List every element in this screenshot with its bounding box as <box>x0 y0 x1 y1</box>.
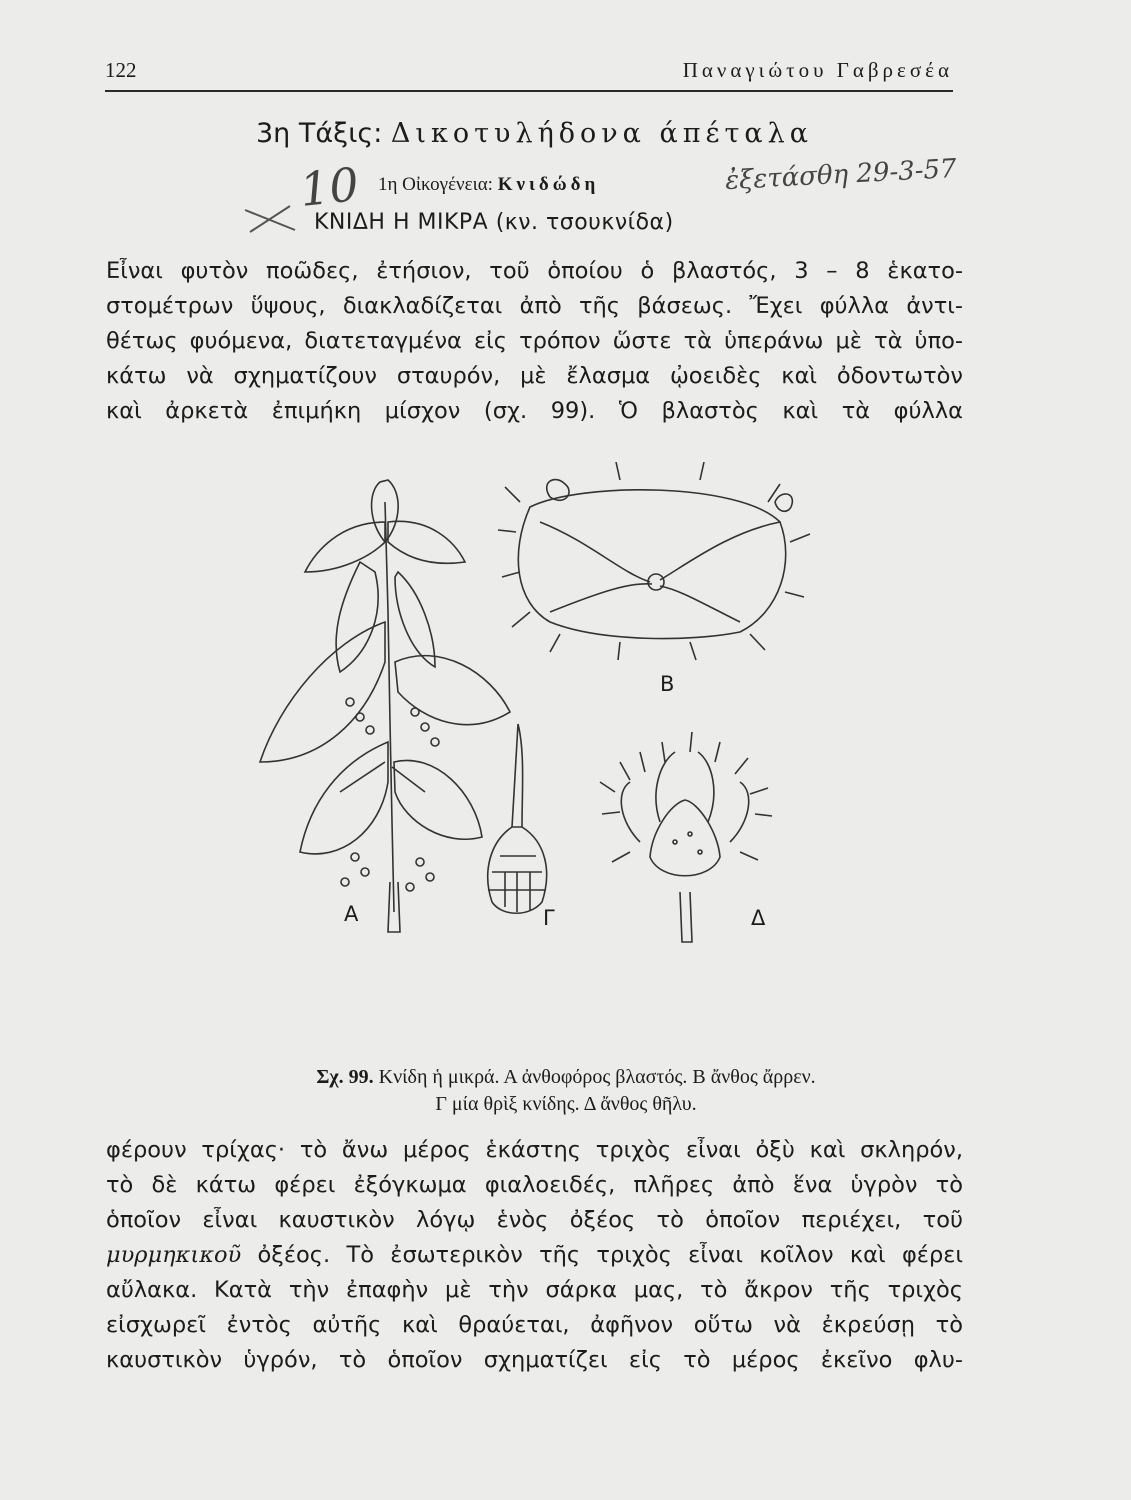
nettle-illustration <box>220 462 980 1062</box>
handwritten-date: ἐξετάσθη 29-3-57 <box>724 153 958 197</box>
caption-line-1 <box>236 1064 896 1091</box>
text-line: θέτως φυόμενα, διατεταγμένα εἰς τρόπον ὥστε τὰ ὑπεράνω μὲ τὰ ὑπο- <box>106 328 963 354</box>
male-flower-drawing <box>498 462 810 660</box>
stinging-hair-drawing <box>488 724 547 913</box>
paragraph-1 <box>106 258 963 433</box>
species-title: ΚΝΙΔΗ Η ΜΙΚΡΑ (κν. τσουκνίδα) <box>314 210 674 235</box>
family-heading <box>378 174 599 196</box>
page-header <box>105 58 953 92</box>
text-line: στομέτρων ὕψους, διακλαδίζεται ἀπὸ τῆς βάσεως. Ἔχει φύλλα ἀντι- <box>106 293 963 319</box>
text-line: φέρουν τρίχας· τὸ ἄνω μέρος ἑκάστης τριχὸς εἶναι ὀξὺ καὶ σκληρόν, <box>106 1137 963 1163</box>
family-prefix: 1η Οἰκογένεια: <box>378 174 493 195</box>
flowering-stem-drawing <box>260 480 510 932</box>
figure-caption <box>236 1064 896 1118</box>
paragraph-2 <box>106 1137 963 1382</box>
header-rule <box>105 90 953 92</box>
order-prefix: 3η Τάξις: <box>256 118 383 149</box>
female-flower-drawing <box>600 732 772 942</box>
family-name: Κνιδώδη <box>497 174 600 195</box>
italic-term: μυρμηκικοῦ <box>106 1242 242 1268</box>
text-line: εἰσχωρεῖ ἐντὸς αὐτῆς καὶ θραύεται, ἀφῆνον οὕτω νὰ ἐκρεύσῃ τὸ <box>106 1312 963 1338</box>
handwritten-cross-mark <box>240 200 320 240</box>
order-name: Δικοτυλήδονα άπέταλα <box>390 118 813 149</box>
text-line: αὔλακα. Κατὰ τὴν ἐπαφὴν μὲ τὴν σάρκα μας, τὸ ἄκρον τῆς τριχὸς <box>106 1277 963 1303</box>
figure-label-a: A <box>344 902 359 926</box>
nettle-figure <box>220 462 980 1062</box>
caption-line-2: Γ μία θρὶξ κνίδης. Δ ἄνθος θῆλυ. <box>435 1093 697 1115</box>
caption-figure-number: Σχ. 99. <box>316 1066 374 1088</box>
text-line: καυστικὸν ὑγρόν, τὸ ὁποῖον σχηματίζει εἰς τὸ μέρος ἐκεῖνο φλυ- <box>106 1347 963 1373</box>
figure-label-g: Γ <box>543 906 555 930</box>
text-line: κάτω νὰ σχηματίζουν σταυρόν, μὲ ἔλασμα ᾠοειδὲς καὶ ὀδοντωτὸν <box>106 363 963 389</box>
figure-label-d: Δ <box>751 906 766 930</box>
text-line: Εἶναι φυτὸν ποῶδες, ἐτήσιον, τοῦ ὁποίου ὁ βλαστός, 3 – 8 ἑκατο- <box>106 258 963 284</box>
text-line: τὸ δὲ κάτω φέρει ἐξόγκωμα φιαλοειδές, πλῆρες ἀπὸ ἕνα ὑγρὸν τὸ <box>106 1172 963 1198</box>
caption-text-1: Κνίδη ἡ μικρά. Α ἀνθοφόρος βλαστός. Β ἄνθος ἄρρεν. <box>378 1066 816 1088</box>
running-title: Παναγιώτου Γαβρεσέα <box>682 58 953 82</box>
page-number: 122 <box>105 58 137 82</box>
text-line: ὁποῖον εἶναι καυστικὸν λόγῳ ἑνὸς ὀξέος τὸ ὁποῖον περιέχει, τοῦ <box>106 1207 963 1233</box>
text-line: καὶ ἀρκετὰ ἐπιμήκη μίσχον (σχ. 99). Ὁ βλαστὸς καὶ τὰ φύλλα <box>106 398 963 424</box>
figure-label-b: B <box>660 672 675 696</box>
text-line-with-italic <box>106 1242 963 1277</box>
order-heading <box>256 118 813 149</box>
handwritten-number: 10 <box>297 157 362 217</box>
line-rest: ὀξέος. Τὸ ἐσωτερικὸν τῆς τριχὸς εἶναι κοῖλον καὶ φέρει <box>257 1242 963 1268</box>
